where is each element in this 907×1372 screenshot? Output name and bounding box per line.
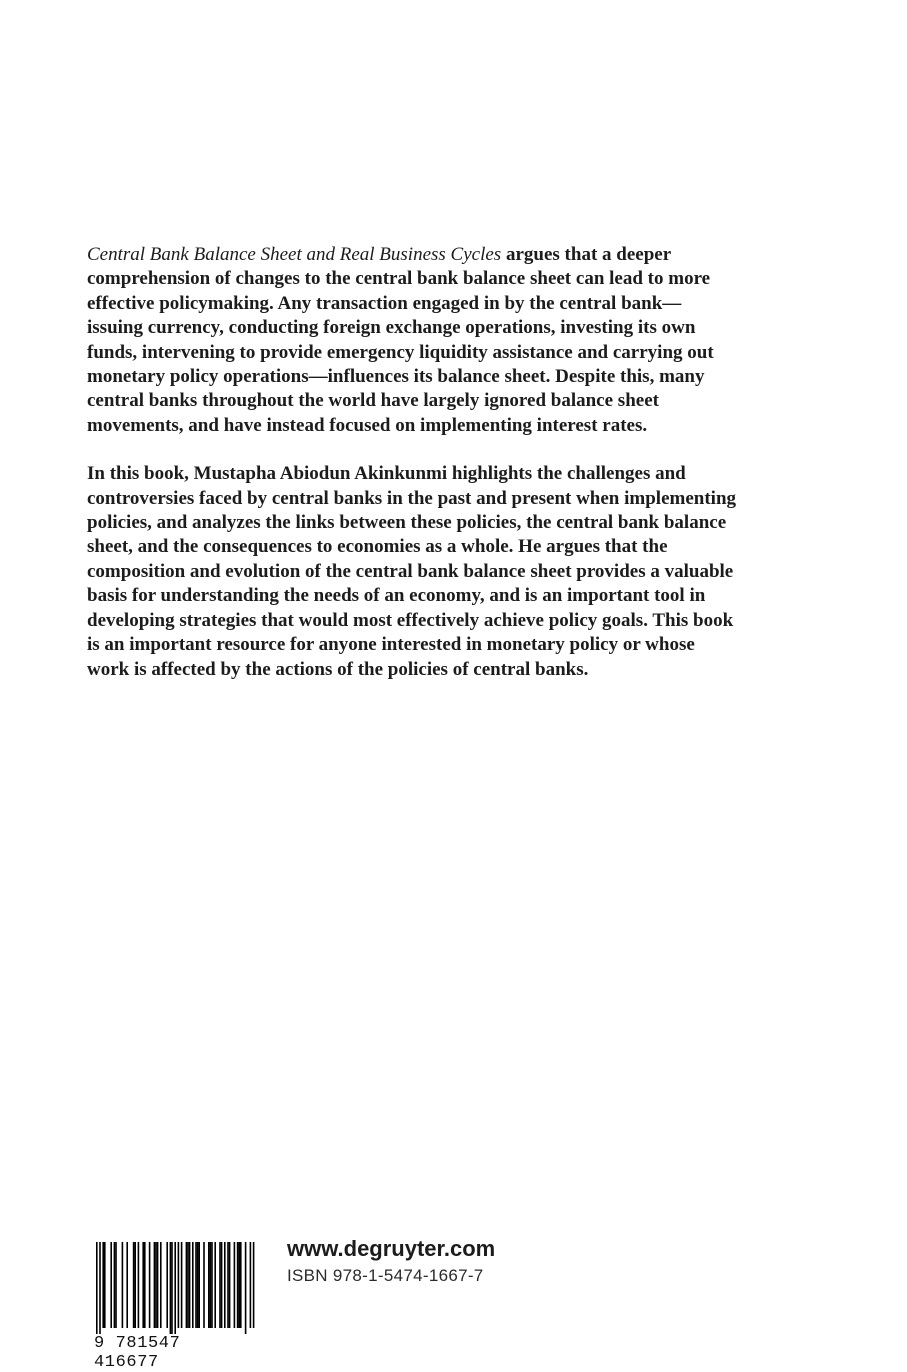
- isbn-number: ISBN 978-1-5474-1667-7: [287, 1266, 484, 1285]
- barcode-digits: 9 781547 416677: [94, 1334, 181, 1372]
- blurb-paragraph-1: [87, 243, 737, 438]
- barcode-bars: [94, 1242, 256, 1334]
- back-cover-blurb: [87, 243, 737, 682]
- blurb-paragraph-2: In this book, Mustapha Abiodun Akinkunmi highlights the challenges and controversies faced by central banks in the past and present when implementing policies, and analyzes the links between these policies, the central bank balance sheet, and the consequences to economies as a whole. He argues that the composition and evolution of the central bank balance sheet provides a valuable basis for understanding the needs of an economy, and is an important tool in developing strategies that would most effectively achieve policy goals. This book is an important resource for anyone interested in monetary policy or whose work is affected by the actions of the policies of central banks.: [87, 463, 737, 680]
- publisher-website: www.degruyter.com: [287, 1236, 496, 1261]
- book-title: Central Bank Balance Sheet and Real Business Cycles: [87, 244, 502, 265]
- blurb-paragraph-1-text: argues that a deeper comprehension of changes to the central bank balance sheet can lead to more effective policymaking. Any transaction engaged in by the central bank—issuing currency, conducting foreign exchange operations, investing its own funds, intervening to provide emergency liquidity assistance and carrying out monetary policy operations—influences its balance sheet. Despite this, many central banks throughout the world have largely ignored balance sheet movements, and have instead focused on implementing interest rates.: [87, 244, 714, 436]
